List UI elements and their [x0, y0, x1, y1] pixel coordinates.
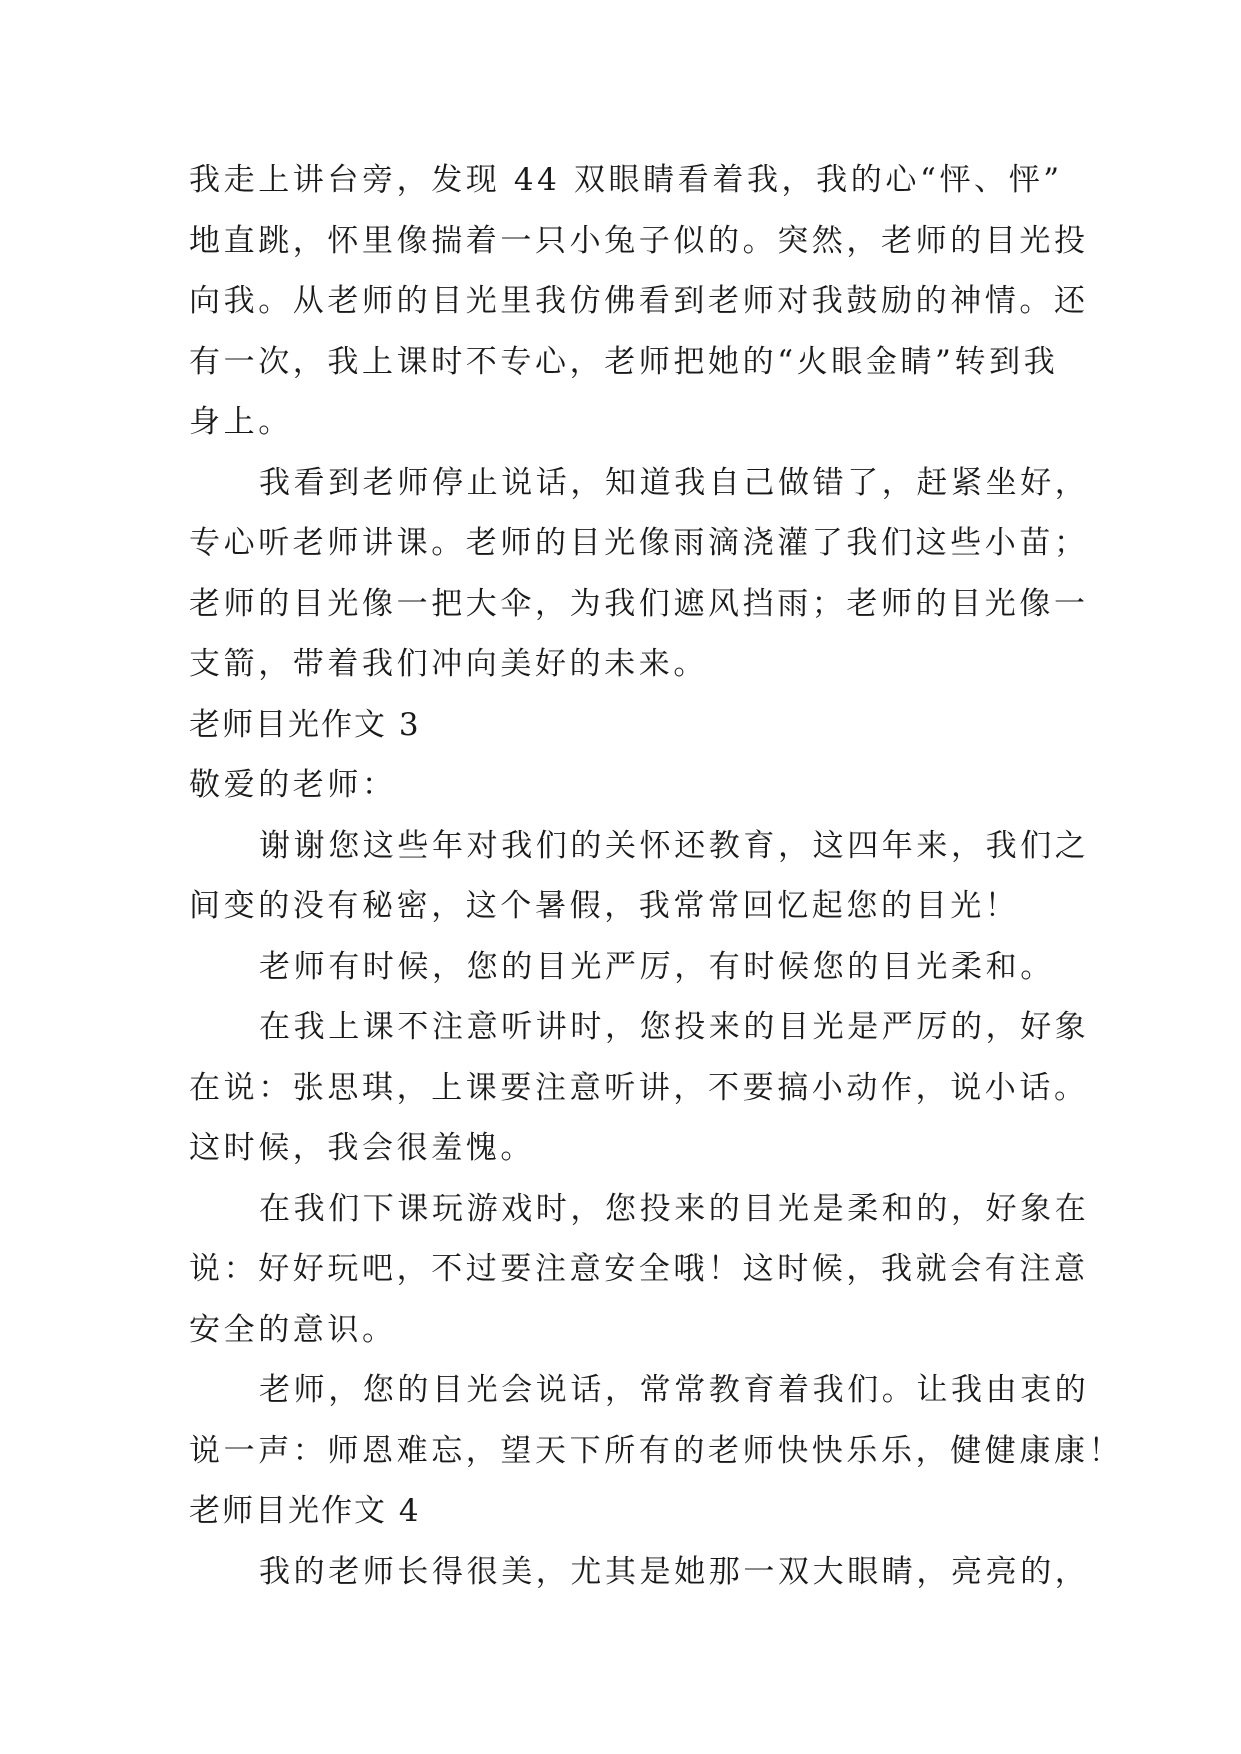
- text-line: 说一声：师恩难忘，望天下所有的老师快快乐乐，健健康康！: [189, 1432, 1124, 1469]
- text-line: 这时候，我会很羞愧。: [189, 1130, 535, 1166]
- section-heading: 老师目光作文 4: [189, 1493, 421, 1529]
- paragraph-start-line: 在我们下课玩游戏时，您投来的目光是柔和的，好象在: [259, 1190, 1090, 1227]
- paragraph-start-line: 谢谢您这些年对我们的关怀还教育，这四年来，我们之: [259, 827, 1090, 864]
- text-line: 专心听老师讲课。老师的目光像雨滴浇灌了我们这些小苗；: [189, 525, 1089, 561]
- document-body: [189, 150, 1124, 1602]
- paragraph-start-line: 老师，您的目光会说话，常常教育着我们。让我由衷的: [259, 1372, 1090, 1408]
- text-line: 老师的目光像一把大伞，为我们遮风挡雨；老师的目光像一: [189, 585, 1089, 622]
- text-line: 向我。从老师的目光里我仿佛看到老师对我鼓励的神情。还: [189, 283, 1089, 319]
- text-line: 安全的意识。: [189, 1311, 397, 1348]
- text-line: 说：好好玩吧，不过要注意安全哦！这时候，我就会有注意: [189, 1251, 1089, 1287]
- text-line: 地直跳，怀里像揣着一只小兔子似的。突然，老师的目光投: [189, 222, 1089, 259]
- paragraph-start-line: 老师有时候，您的目光严厉，有时候您的目光柔和。: [259, 948, 1055, 985]
- text-line: 在说：张思琪，上课要注意听讲，不要搞小动作，说小话。: [189, 1069, 1089, 1106]
- text-line: 间变的没有秘密，这个暑假，我常常回忆起您的目光！: [189, 888, 1020, 924]
- text-line: 支箭，带着我们冲向美好的未来。: [189, 646, 708, 682]
- salutation-line: 敬爱的老师：: [189, 767, 397, 803]
- text-line: 有一次，我上课时不专心，老师把她的“火眼金睛”转到我: [189, 343, 1059, 380]
- section-heading: 老师目光作文 3: [189, 706, 421, 743]
- paragraph-start-line: 我看到老师停止说话，知道我自己做错了，赶紧坐好，: [259, 464, 1090, 501]
- paragraph-start-line: 在我上课不注意听讲时，您投来的目光是严厉的，好象: [259, 1009, 1090, 1045]
- paragraph-start-line: 我的老师长得很美，尤其是她那一双大眼睛，亮亮的，: [259, 1553, 1090, 1590]
- text-line: 我走上讲台旁，发现 44 双眼睛看着我，我的心“怦、怦”: [189, 162, 1063, 198]
- text-line: 身上。: [189, 404, 293, 440]
